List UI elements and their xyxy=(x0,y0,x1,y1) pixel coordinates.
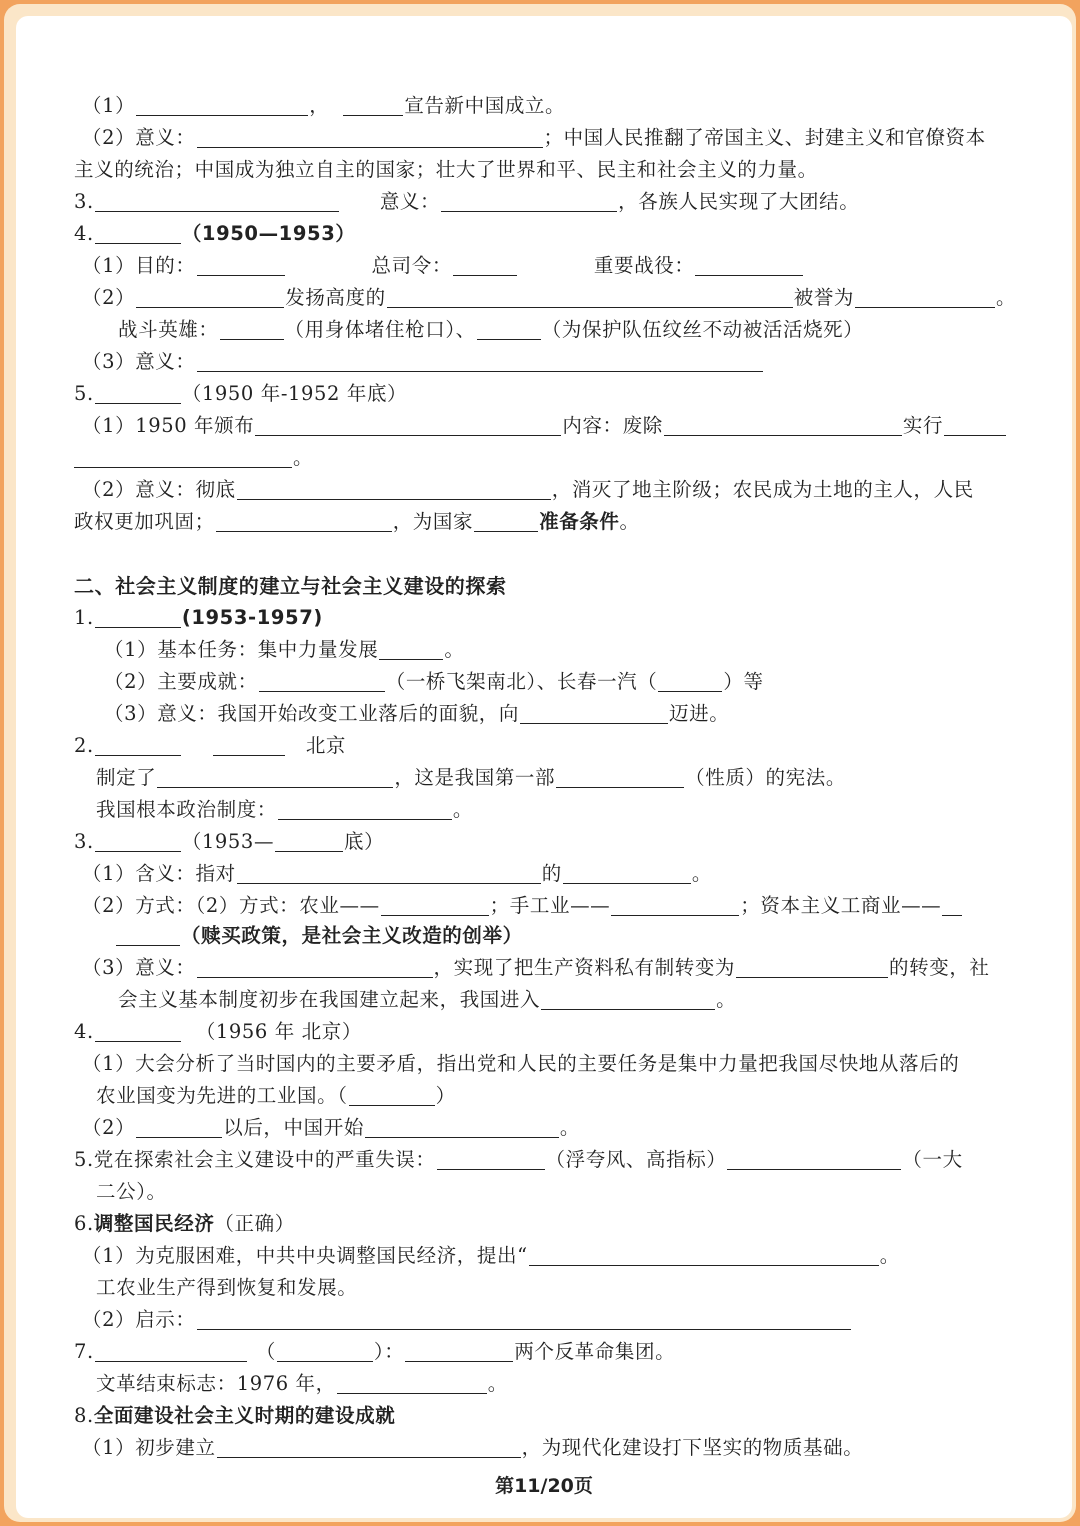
page-frame xyxy=(4,4,1076,1522)
blank[interactable] xyxy=(259,669,385,692)
s2-line-8: 3. （1953— 底） xyxy=(74,830,385,853)
s2-line-26: 8.全面建设社会主义时期的建设成就 xyxy=(74,1404,396,1427)
blank[interactable] xyxy=(441,189,617,212)
blank[interactable] xyxy=(197,1307,851,1330)
s1-line-9: （3）意义： xyxy=(82,346,1032,378)
s1-line-2: （2）意义： ；中国人民推翻了帝国主义、封建主义和官僚资本 xyxy=(82,126,986,149)
s2-line-17: （2） 以后，中国开始 。 xyxy=(82,1116,581,1139)
s2-line-20: 6.调整国民经济（正确） xyxy=(74,1212,295,1235)
blank[interactable] xyxy=(197,349,763,372)
s2-line-3: （2）主要成就： （一桥飞架南北）、长春一汽（ ）等 xyxy=(104,670,764,693)
s1-line-1: （1） ， 宣告新中国成立。 xyxy=(82,94,566,117)
blank[interactable] xyxy=(275,829,343,852)
blank[interactable] xyxy=(453,253,517,276)
s2-line-2: （1）基本任务：集中力量发展 。 xyxy=(104,638,465,661)
s1-line-10: 5. （1950 年-1952 年底） xyxy=(74,382,408,405)
blank[interactable] xyxy=(944,413,1006,436)
blank[interactable] xyxy=(74,445,292,468)
blank[interactable] xyxy=(379,637,443,660)
blank[interactable] xyxy=(695,253,803,276)
s2-line-15: （1）大会分析了当时国内的主要矛盾，指出党和人民的主要任务是集中力量把我国尽快地从落后的 xyxy=(82,1052,960,1075)
s1-line-14: 政权更加巩固； ，为国家 准备条件。 xyxy=(74,510,640,533)
blank[interactable] xyxy=(116,923,180,946)
s1-line-5: 4. （1950—1953） xyxy=(74,222,356,245)
s2-line-16: 农业国变为先进的工业国。（ ） xyxy=(96,1084,456,1107)
s1-line-8: 战斗英雄： （用身体堵住枪口）、 （为保护队伍纹丝不动被活活烧死） xyxy=(118,318,864,341)
s2-line-13: 会主义基本制度初步在我国建立起来，我国进入 。 xyxy=(118,988,737,1011)
s2-line-11: （赎买政策，是社会主义改造的创举） xyxy=(116,920,1066,952)
blank[interactable] xyxy=(220,317,284,340)
page-number: 第11/20页 xyxy=(495,1475,593,1497)
s2-line-21: （1）为克服困难，中共中央调整国民经济，提出“ 。 xyxy=(82,1244,900,1267)
blank[interactable] xyxy=(217,1435,521,1458)
document-page xyxy=(16,16,1072,1518)
blank[interactable] xyxy=(387,285,793,308)
blank[interactable] xyxy=(611,893,739,916)
blank[interactable] xyxy=(157,765,393,788)
s2-line-12: （3）意义： ，实现了把生产资料私有制转变为 的转变，社 xyxy=(82,956,990,979)
blank[interactable] xyxy=(95,605,181,628)
blank[interactable] xyxy=(95,1019,181,1042)
blank[interactable] xyxy=(942,893,962,916)
s2-line-10: （2）方式：（2）方式：农业—— ；手工业—— ；资本主义工商业—— xyxy=(82,890,1032,922)
blank[interactable] xyxy=(405,1339,513,1362)
blank[interactable] xyxy=(349,1083,435,1106)
blank[interactable] xyxy=(658,669,722,692)
blank[interactable] xyxy=(337,1371,487,1394)
blank[interactable] xyxy=(437,1147,545,1170)
section-heading: 二、社会主义制度的建立与社会主义建设的探索 xyxy=(74,574,507,598)
blank[interactable] xyxy=(255,413,561,436)
blank[interactable] xyxy=(216,509,392,532)
s2-line-5: 2. 北京 xyxy=(74,734,347,757)
s1-line-3: 主义的统治；中国成为独立自主的国家；壮大了世界和平、民主和社会主义的力量。 xyxy=(74,158,818,181)
blank[interactable] xyxy=(95,189,339,212)
blank[interactable] xyxy=(477,317,541,340)
s1-line-4: 3. 意义： ，各族人民实现了大团结。 xyxy=(74,190,860,213)
blank[interactable] xyxy=(95,733,181,756)
s1-line-13: （2）意义：彻底 ，消灭了地主阶级；农民成为土地的主人，人民 xyxy=(82,478,974,501)
blank[interactable] xyxy=(213,733,285,756)
blank[interactable] xyxy=(136,93,308,116)
blank[interactable] xyxy=(197,125,543,148)
s1-line-12: 。 xyxy=(74,442,1024,474)
s2-line-9: （1）含义：指对 的 。 xyxy=(82,862,712,885)
s2-line-6: 制定了 ，这是我国第一部 （性质）的宪法。 xyxy=(96,766,846,789)
blank[interactable] xyxy=(197,253,285,276)
s2-line-22: 工农业生产得到恢复和发展。 xyxy=(96,1276,358,1299)
s1-line-6: （1）目的： 总司令： 重要战役： xyxy=(82,250,1032,282)
blank[interactable] xyxy=(381,893,489,916)
blank[interactable] xyxy=(277,1339,373,1362)
s2-line-24: 7. （ ）： 两个反革命集团。 xyxy=(74,1340,676,1363)
blank[interactable] xyxy=(237,861,541,884)
blank[interactable] xyxy=(529,1243,879,1266)
s2-line-27: （1）初步建立 ，为现代化建设打下坚实的物质基础。 xyxy=(82,1436,864,1459)
blank[interactable] xyxy=(541,987,715,1010)
s2-line-25: 文革结束标志：1976 年， 。 xyxy=(96,1372,508,1395)
blank[interactable] xyxy=(237,477,551,500)
blank[interactable] xyxy=(727,1147,901,1170)
blank[interactable] xyxy=(95,1339,247,1362)
blank[interactable] xyxy=(736,955,888,978)
blank[interactable] xyxy=(520,701,668,724)
s2-line-7: 我国根本政治制度： 。 xyxy=(96,798,474,821)
s2-line-14: 4. （1956 年 北京） xyxy=(74,1020,362,1043)
s2-line-19: 二公）。 xyxy=(96,1180,167,1203)
s2-line-1: 1. (1953-1957) xyxy=(74,606,323,629)
blank[interactable] xyxy=(855,285,995,308)
blank[interactable] xyxy=(278,797,452,820)
blank[interactable] xyxy=(95,829,181,852)
s1-line-7: （2） 发扬高度的 被誉为 。 xyxy=(82,286,1017,309)
blank[interactable] xyxy=(365,1115,559,1138)
blank[interactable] xyxy=(197,955,433,978)
s1-line-11: （1）1950 年颁布 内容：废除 实行 xyxy=(82,410,1032,442)
blank[interactable] xyxy=(95,381,181,404)
s2-line-18: 5.党在探索社会主义建设中的严重失误： （浮夸风、高指标） （一大 xyxy=(74,1148,963,1171)
blank[interactable] xyxy=(563,861,691,884)
blank[interactable] xyxy=(474,509,538,532)
s2-line-23: （2）启示： xyxy=(82,1304,1032,1336)
blank[interactable] xyxy=(556,765,684,788)
blank[interactable] xyxy=(136,1115,222,1138)
s2-line-4: （3）意义：我国开始改变工业落后的面貌，向 迈进。 xyxy=(104,702,730,725)
blank[interactable] xyxy=(136,285,284,308)
blank[interactable] xyxy=(95,221,181,244)
blank[interactable] xyxy=(664,413,902,436)
blank[interactable] xyxy=(343,93,403,116)
